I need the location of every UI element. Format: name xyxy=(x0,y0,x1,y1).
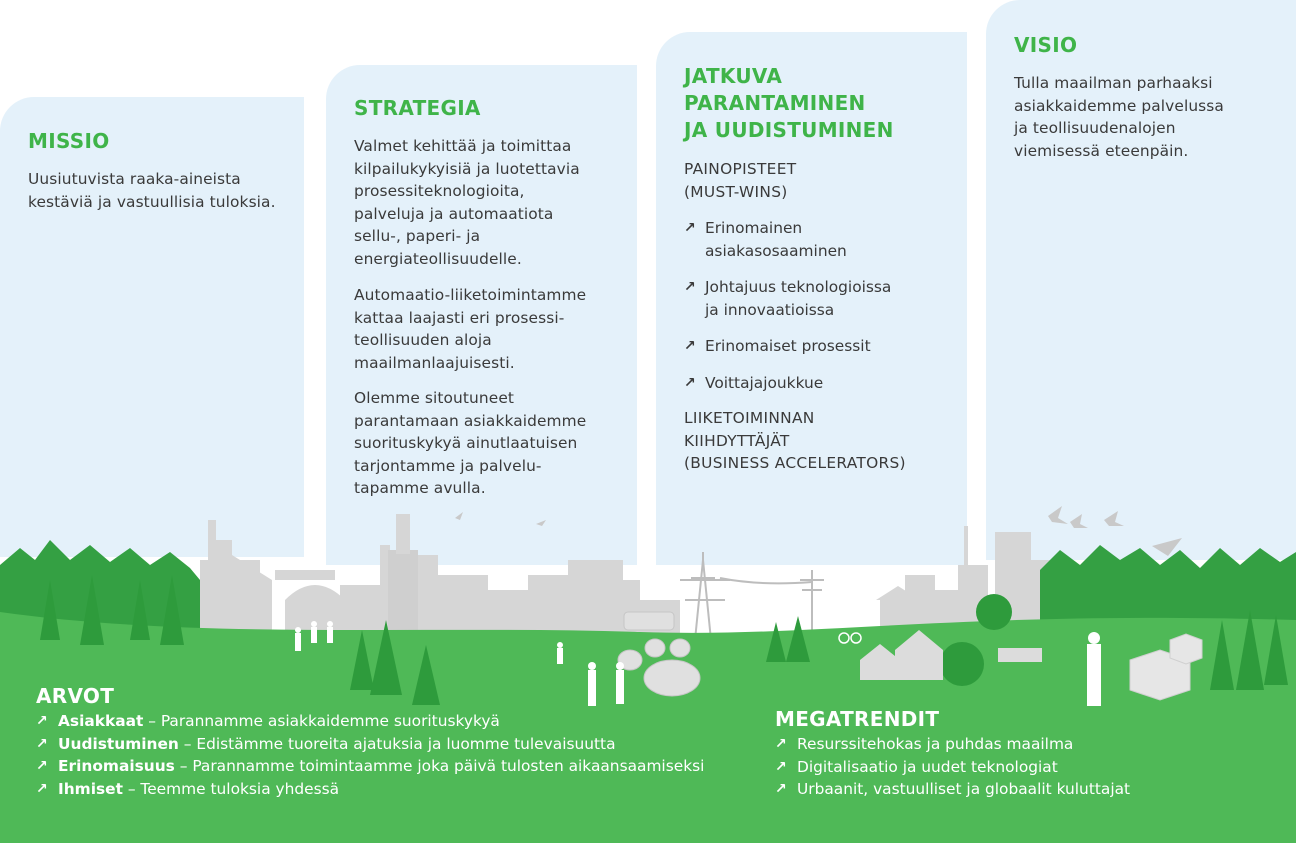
strategia-title: STRATEGIA xyxy=(354,96,481,120)
megatrendit-title: MEGATRENDIT xyxy=(775,707,940,731)
arrow-up-right-icon: ↗ xyxy=(684,374,696,391)
visio-title: VISIO xyxy=(1014,33,1078,57)
list-item: ↗ Ihmiset – Teemme tuloksia yhdessä xyxy=(36,778,704,801)
arrow-up-right-icon: ↗ xyxy=(684,220,696,236)
arrow-up-right-icon: ↗ xyxy=(775,781,787,798)
list-item: ↗ Urbaanit, vastuulliset ja globaalit kuluttajat xyxy=(775,778,1130,801)
arrow-up-right-icon: ↗ xyxy=(775,758,787,775)
strategia-paragraph: Automaatio-liiketoimintamme kattaa laajasti eri prosessi- teollisuuden aloja maailmanlaajuisesti. xyxy=(354,286,587,372)
missio-text: Uusiutuvista raaka-aineista kestäviä ja vastuullisia tuloksia. xyxy=(28,170,276,211)
jatkuva-title: JATKUVA PARANTAMINEN JA UUDISTUMINEN xyxy=(684,64,894,142)
list-item: ↗ Uudistuminen – Edistämme tuoreita ajatuksia ja luomme tulevaisuutta xyxy=(36,733,704,756)
arrow-up-right-icon: ↗ xyxy=(684,338,696,354)
list-item: ↗ Erinomaiset prosessit xyxy=(684,335,954,358)
list-item: ↗ Erinomainen asiakasosaaminen xyxy=(684,219,847,260)
missio-title: MISSIO xyxy=(28,129,110,153)
arrow-up-right-icon: ↗ xyxy=(36,735,48,752)
arrow-up-right-icon: ↗ xyxy=(684,279,696,295)
visio-text: Tulla maailman parhaaksi asiakkaidemme palvelussa ja teollisuudenalojen viemisessä eteenpäin. xyxy=(1014,74,1224,160)
accelerators-heading: LIIKETOIMINNAN KIIHDYTTÄJÄT (BUSINESS ACCELERATORS) xyxy=(684,409,906,472)
list-item: ↗ Voittajajoukkue xyxy=(684,372,954,395)
list-item: ↗ Johtajuus teknologioissa ja innovaatioissa xyxy=(684,278,892,319)
arrow-up-right-icon: ↗ xyxy=(36,780,48,797)
strategia-paragraph: Olemme sitoutuneet parantamaan asiakkaidemme suorituskykyä ainutlaatuisen tarjontamme ja palvelu- tapamme avulla. xyxy=(354,389,587,497)
arrow-up-right-icon: ↗ xyxy=(775,736,787,752)
birds xyxy=(455,506,1182,556)
arrow-up-right-icon: ↗ xyxy=(36,713,48,729)
painopisteet-heading: PAINOPISTEET (MUST-WINS) xyxy=(684,160,797,201)
list-item: ↗ Asiakkaat – Parannamme asiakkaidemme suorituskykyä xyxy=(36,710,704,733)
power-pylons xyxy=(680,552,824,640)
megatrendit-list xyxy=(775,733,1130,801)
list-item: ↗ Digitalisaatio ja uudet teknologiat xyxy=(775,756,1130,779)
list-item: ↗ Erinomaisuus – Parannamme toimintaamme joka päivä tulosten aikaansaamiseksi xyxy=(36,755,704,778)
strategia-paragraph: Valmet kehittää ja toimittaa kilpailukykyisiä ja luotettavia prosessiteknologioita, palveluja ja automaatiota sellu-, paperi- ja energiateollisuudelle. xyxy=(354,137,580,268)
arvot-list xyxy=(36,710,704,800)
arrow-up-right-icon: ↗ xyxy=(36,758,48,775)
list-item: ↗ Resurssitehokas ja puhdas maailma xyxy=(775,733,1130,756)
arvot-title: ARVOT xyxy=(36,684,115,708)
